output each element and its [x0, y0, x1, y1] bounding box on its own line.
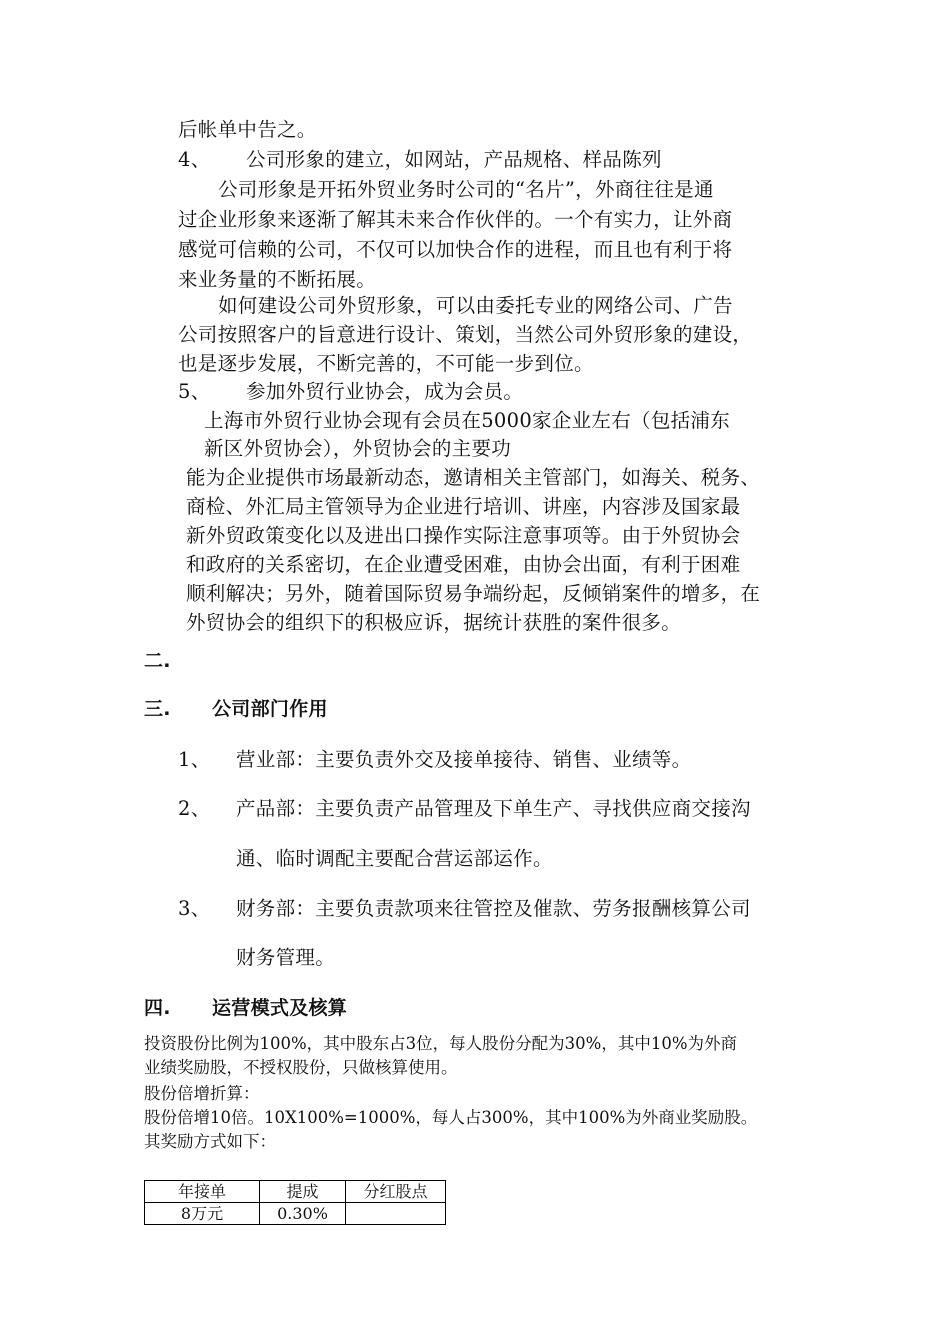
paragraph-line: 上海市外贸行业协会现有会员在5000家企业左右（包括浦东	[204, 409, 731, 432]
heading-number: 四.	[144, 997, 171, 1019]
paragraph-line: 外贸协会的组织下的积极应诉，据统计获胜的案件很多。	[186, 611, 682, 634]
paragraph-line: 公司形象是开拓外贸业务时公司的“名片”，外商往往是通	[218, 178, 714, 201]
heading-text: 运营模式及核算	[212, 997, 348, 1019]
list-number: 5、	[178, 380, 211, 403]
paragraph-line: 如何建设公司外贸形象，可以由委托专业的网络公司、广告	[218, 294, 733, 317]
bonus-table	[144, 1180, 446, 1225]
paragraph-line: 和政府的关系密切，在企业遭受困难，由协会出面，有利于困难	[186, 553, 741, 576]
list-item-5	[178, 377, 524, 407]
paragraph-line: 新外贸政策变化以及进出口操作实际注意事项等。由于外贸协会	[186, 524, 741, 547]
section-heading-4	[144, 993, 348, 1023]
list-text-continued: 财务管理。	[236, 946, 336, 969]
table-header-cell: 分红股点	[346, 1181, 446, 1203]
list-number: 4、	[178, 148, 211, 171]
list-text: 财务部：主要负责款项来往管控及催款、劳务报酬核算公司	[236, 897, 751, 920]
paragraph-line: 投资股份比例为100%，其中股东占3位，每人股份分配为30%，其中10%为外商	[144, 1034, 738, 1053]
table-row	[145, 1203, 446, 1225]
paragraph-line: 也是逐步发展，不断完善的，不可能一步到位。	[178, 352, 594, 375]
paragraph-line: 业绩奖励股，不授权股份，只做核算使用。	[144, 1058, 458, 1077]
table-cell: 8万元	[145, 1203, 260, 1225]
table-header-cell: 提成	[260, 1181, 346, 1203]
section-heading-3	[144, 694, 328, 724]
table-cell	[346, 1203, 446, 1225]
paragraph-line: 股份倍增折算：	[144, 1084, 260, 1103]
paragraph-line: 感觉可信赖的公司，不仅可以加快合作的进程，而且也有利于将	[178, 238, 733, 261]
paragraph-line: 过企业形象来逐渐了解其未来合作伙伴的。一个有实力，让外商	[178, 208, 733, 231]
paragraph-line: 股份倍增10倍。10X100%=1000%，每人占300%，其中100%为外商业奖励股。	[144, 1108, 758, 1127]
department-item	[178, 794, 751, 824]
department-item	[178, 894, 751, 924]
paragraph-line: 能为企业提供市场最新动态，邀请相关主管部门，如海关、税务、	[186, 466, 761, 489]
paragraph-line: 后帐单中告之。	[178, 118, 317, 141]
paragraph-line: 来业务量的不断拓展。	[178, 268, 377, 291]
list-text: 参加外贸行业协会，成为会员。	[246, 380, 524, 403]
list-text: 产品部：主要负责产品管理及下单生产、寻找供应商交接沟	[236, 797, 751, 820]
list-text: 营业部：主要负责外交及接单接待、销售、业绩等。	[236, 748, 692, 771]
list-number: 2、	[178, 797, 211, 820]
paragraph-line: 商检、外汇局主管领导为企业进行培训、讲座，内容涉及国家最	[186, 495, 741, 518]
list-number: 1、	[178, 748, 211, 771]
heading-text: 公司部门作用	[212, 698, 328, 720]
section-heading-2: 二.	[144, 650, 171, 672]
paragraph-line: 顺利解决；另外，随着国际贸易争端纷起，反倾销案件的增多，在	[186, 582, 761, 605]
paragraph-line: 其奖励方式如下：	[144, 1132, 276, 1151]
list-number: 3、	[178, 897, 211, 920]
table-cell: 0.30%	[260, 1203, 346, 1225]
paragraph-line: 公司按照客户的旨意进行设计、策划，当然公司外贸形象的建设，	[178, 323, 753, 346]
table-header-row	[145, 1181, 446, 1203]
heading-number: 三.	[144, 698, 171, 720]
list-text-continued: 通、临时调配主要配合营运部运作。	[236, 847, 553, 870]
list-item-4	[178, 145, 662, 175]
department-item	[178, 745, 692, 775]
table-header-cell: 年接单	[145, 1181, 260, 1203]
paragraph-line: 新区外贸协会），外贸协会的主要功	[204, 437, 512, 460]
list-text: 公司形象的建立，如网站，产品规格、样品陈列	[246, 148, 662, 171]
